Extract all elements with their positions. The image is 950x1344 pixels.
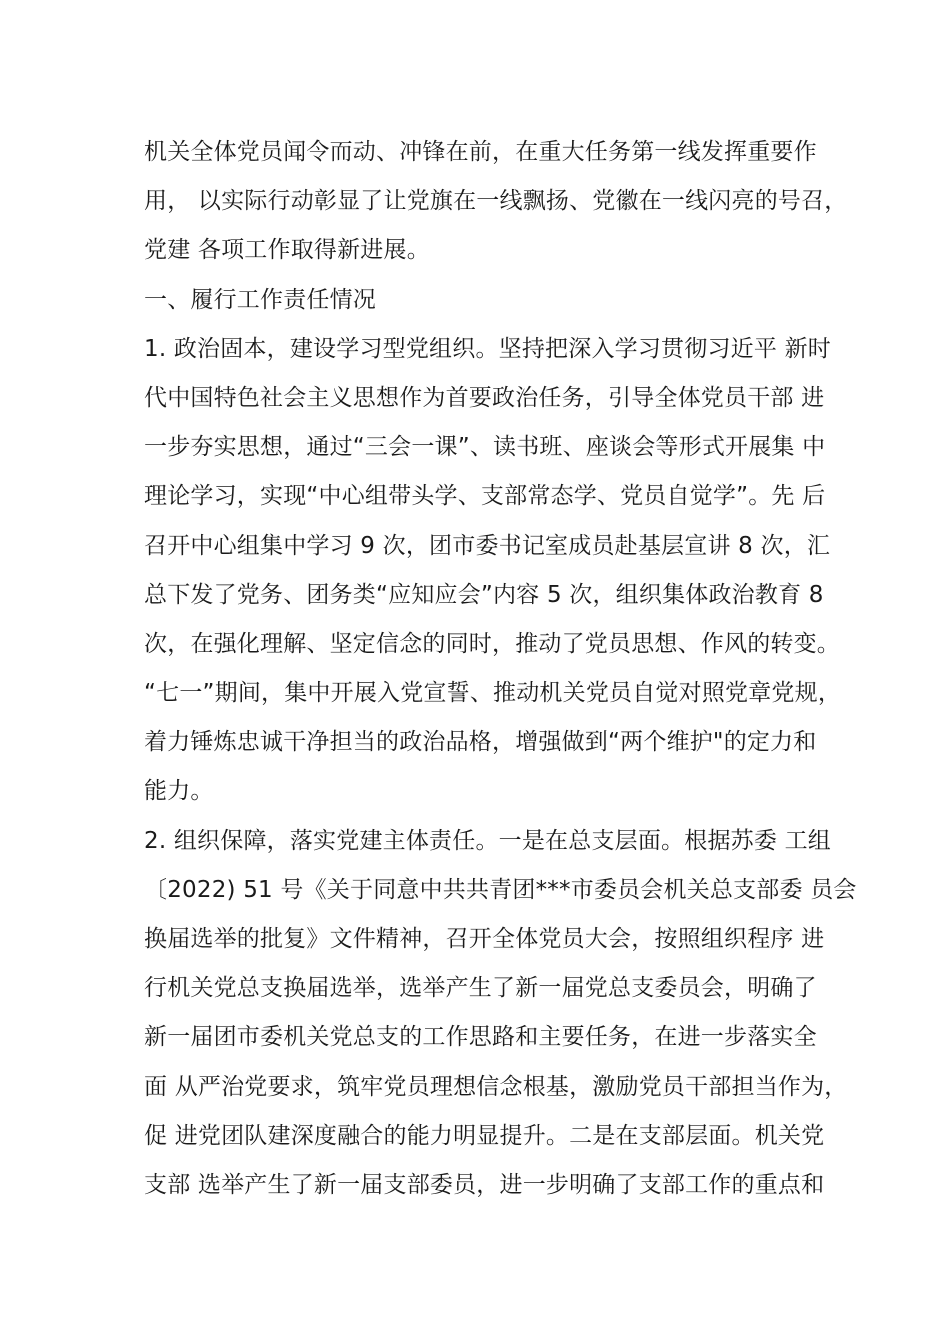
text-line: 理论学习，实现“中心组带头学、支部常态学、党员自觉学”。先 后 — [144, 483, 826, 510]
text-line: 换届选举的批复》文件精神，召开全体党员大会，按照组织程序 进 — [144, 926, 825, 952]
text-line: 2. 组织保障，落实党建主体责任。一是在总支层面。根据苏委 工组 — [144, 827, 831, 854]
text-line: 支部 选举产生了新一届支部委员，进一步明确了支部工作的重点和 — [144, 1171, 825, 1198]
text-line: 机关全体党员闻令而动、冲锋在前，在重大任务第一线发挥重要作 — [144, 139, 817, 165]
text-line: 能力。 — [144, 778, 214, 805]
text-line: 次，在强化理解、坚定信念的同时，推动了党员思想、作风的转变。 — [144, 630, 840, 657]
text-line: “七一”期间，集中开展入党宣誓、推动机关党员自觉对照党章党规， — [144, 680, 842, 707]
text-line: 新一届团市委机关党总支的工作思路和主要任务，在进一步落实全 — [144, 1024, 817, 1051]
document-body — [144, 128, 857, 1210]
text-line: 总下发了党务、团务类“应知应会”内容 5 次，组织集体政治教育 8 — [144, 581, 824, 608]
text-line: 〔2022) 51 号《关于同意中共共青团***市委员会机关总支部委 员会 — [144, 876, 857, 903]
text-line: 行机关党总支换届选举，选举产生了新一届党总支委员会，明确了 — [144, 975, 817, 1002]
text-line: 召开中心组集中学习 9 次，团市委书记室成员赴基层宣讲 8 次，汇 — [144, 532, 831, 559]
text-line: 代中国特色社会主义思想作为首要政治任务，引导全体党员干部 进 — [144, 384, 825, 411]
text-line: 一步夯实思想，通过“三会一课”、读书班、座谈会等形式开展集 中 — [144, 434, 826, 461]
text-line: 促 进党团队建深度融合的能力明显提升。二是在支部层面。机关党 — [144, 1122, 825, 1149]
text-line: 用， 以实际行动彰显了让党旗在一线飘扬、党徽在一线闪亮的号召， — [144, 188, 848, 215]
section-heading: 一、履行工作责任情况 — [144, 286, 376, 313]
text-line: 1. 政治固本，建设学习型党组织。坚持把深入学习贯彻习近平 新时 — [144, 335, 831, 362]
text-line: 着力锤炼忠诚干净担当的政治品格，增强做到“两个维护"的定力和 — [144, 729, 817, 756]
text-line: 党建 各项工作取得新进展。 — [144, 237, 430, 264]
text-line: 面 从严治党要求，筑牢党员理想信念根基，激励党员干部担当作为， — [144, 1073, 848, 1100]
